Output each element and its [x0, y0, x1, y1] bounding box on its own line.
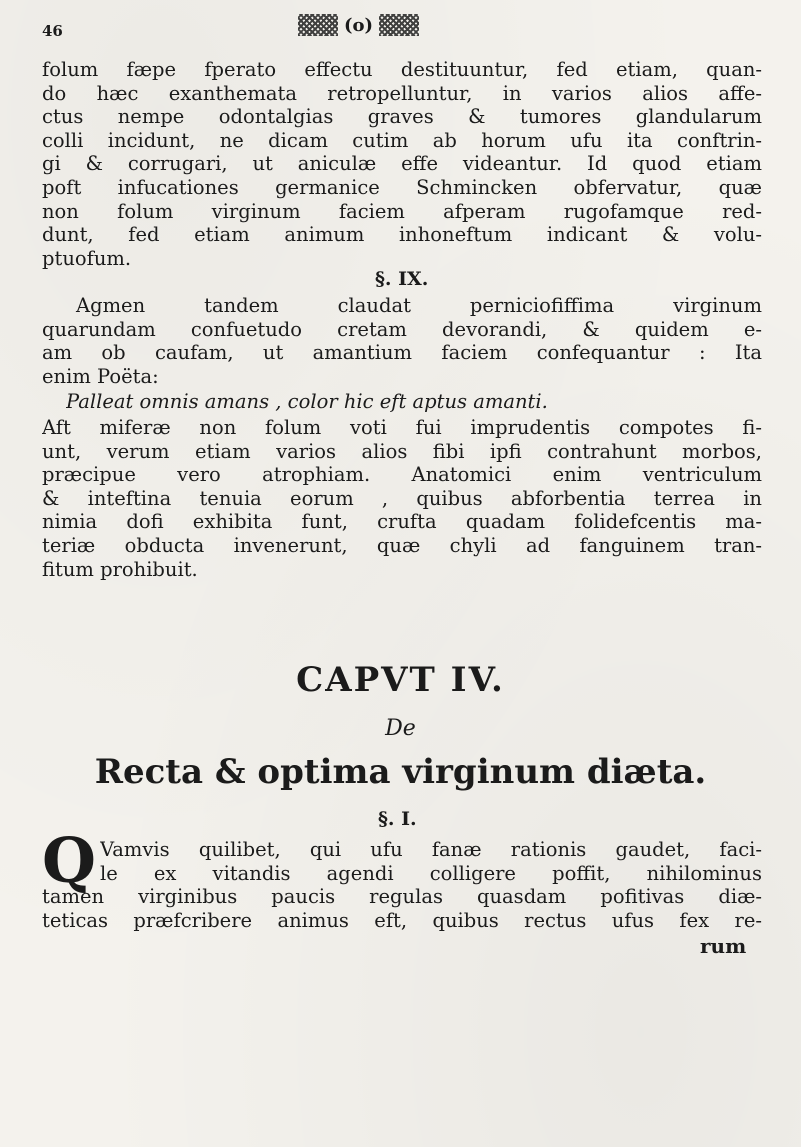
page-number: 46: [42, 22, 63, 40]
paragraph-2: [42, 294, 762, 388]
text-line: poft infucationes germanice Schmincken obfervatur, quæ: [42, 175, 762, 199]
paragraph-4: [42, 885, 762, 932]
text-line: unt, verum etiam varios alios fibi ipfi contrahunt morbos,: [42, 439, 762, 463]
ornament-right: [379, 14, 419, 36]
text-line: præcipue vero atrophiam. Anatomici enim ventriculum: [42, 463, 762, 487]
paragraph-4-indented: [100, 838, 762, 885]
text-line: nimia dofi exhibita funt, crufta quadam folidefcentis ma-: [42, 510, 762, 534]
text-line: Aft miferæ non folum voti fui imprudentis compotes fi-: [42, 416, 762, 439]
quote-line: Palleat omnis amans , color hic eft aptus amanti.: [66, 390, 548, 413]
text-line: & inteftina tenuia eorum , quibus abforbentia terrea in: [42, 486, 762, 510]
text-line: non folum virginum faciem afperam rugofamque red-: [42, 199, 762, 223]
text-line: am ob caufam, ut amantium faciem confequantur : Ita: [42, 341, 762, 365]
text-line: teriæ obducta invenerunt, quæ chyli ad fanguinem tran-: [42, 533, 762, 557]
drop-cap: Q: [42, 824, 97, 897]
ornament-center-label: (o): [344, 14, 374, 36]
text-line: folum fæpe fperato effectu destituuntur, fed etiam, quan-: [42, 58, 762, 81]
text-line: ptuofum.: [42, 246, 132, 270]
paragraph-1: [42, 58, 762, 270]
ornament-left: [298, 14, 338, 36]
text-line: fitum prohibuit.: [42, 557, 198, 581]
chapter-title: CAPVT IV.: [296, 660, 505, 700]
text-line: colli incidunt, ne dicam cutim ab horum ufu ita conftrin-: [42, 128, 762, 152]
header-ornament: [298, 14, 419, 36]
text-line: ctus nempe odontalgias graves & tumores glandularum: [42, 105, 762, 129]
poet-quote: [66, 390, 666, 414]
text-line: quarundam confuetudo cretam devorandi, & quidem e-: [42, 317, 762, 341]
text-line: teticas præfcribere animus eft, quibus rectus ufus fex re-: [42, 908, 762, 932]
text-line: Agmen tandem claudat perniciofiffima virginum: [76, 294, 762, 317]
text-line: do hæc exanthemata retropelluntur, in varios alios affe-: [42, 81, 762, 105]
page-header: [30, 10, 750, 50]
text-line: enim Poëta:: [42, 364, 159, 388]
text-line: Vamvis quilibet, qui ufu fanæ rationis gaudet, faci-: [100, 838, 762, 861]
paragraph-3: [42, 416, 762, 581]
section-heading-ix: §. IX.: [375, 268, 429, 290]
text-line: tamen virginibus paucis regulas quasdam pofitivas diæ-: [42, 885, 762, 908]
text-line: dunt, fed etiam animum inhoneftum indicant & volu-: [42, 223, 762, 247]
text-line: le ex vitandis agendi colligere poffit, nihilominus: [100, 861, 762, 885]
chapter-subtitle: Recta & optima virginum diæta.: [94, 752, 707, 792]
catchword: rum: [700, 934, 747, 958]
text-line: gi & corrugari, ut aniculæ effe videantur. Id quod etiam: [42, 152, 762, 176]
chapter-de: De: [385, 716, 416, 741]
section-heading-i: §. I.: [378, 808, 417, 830]
